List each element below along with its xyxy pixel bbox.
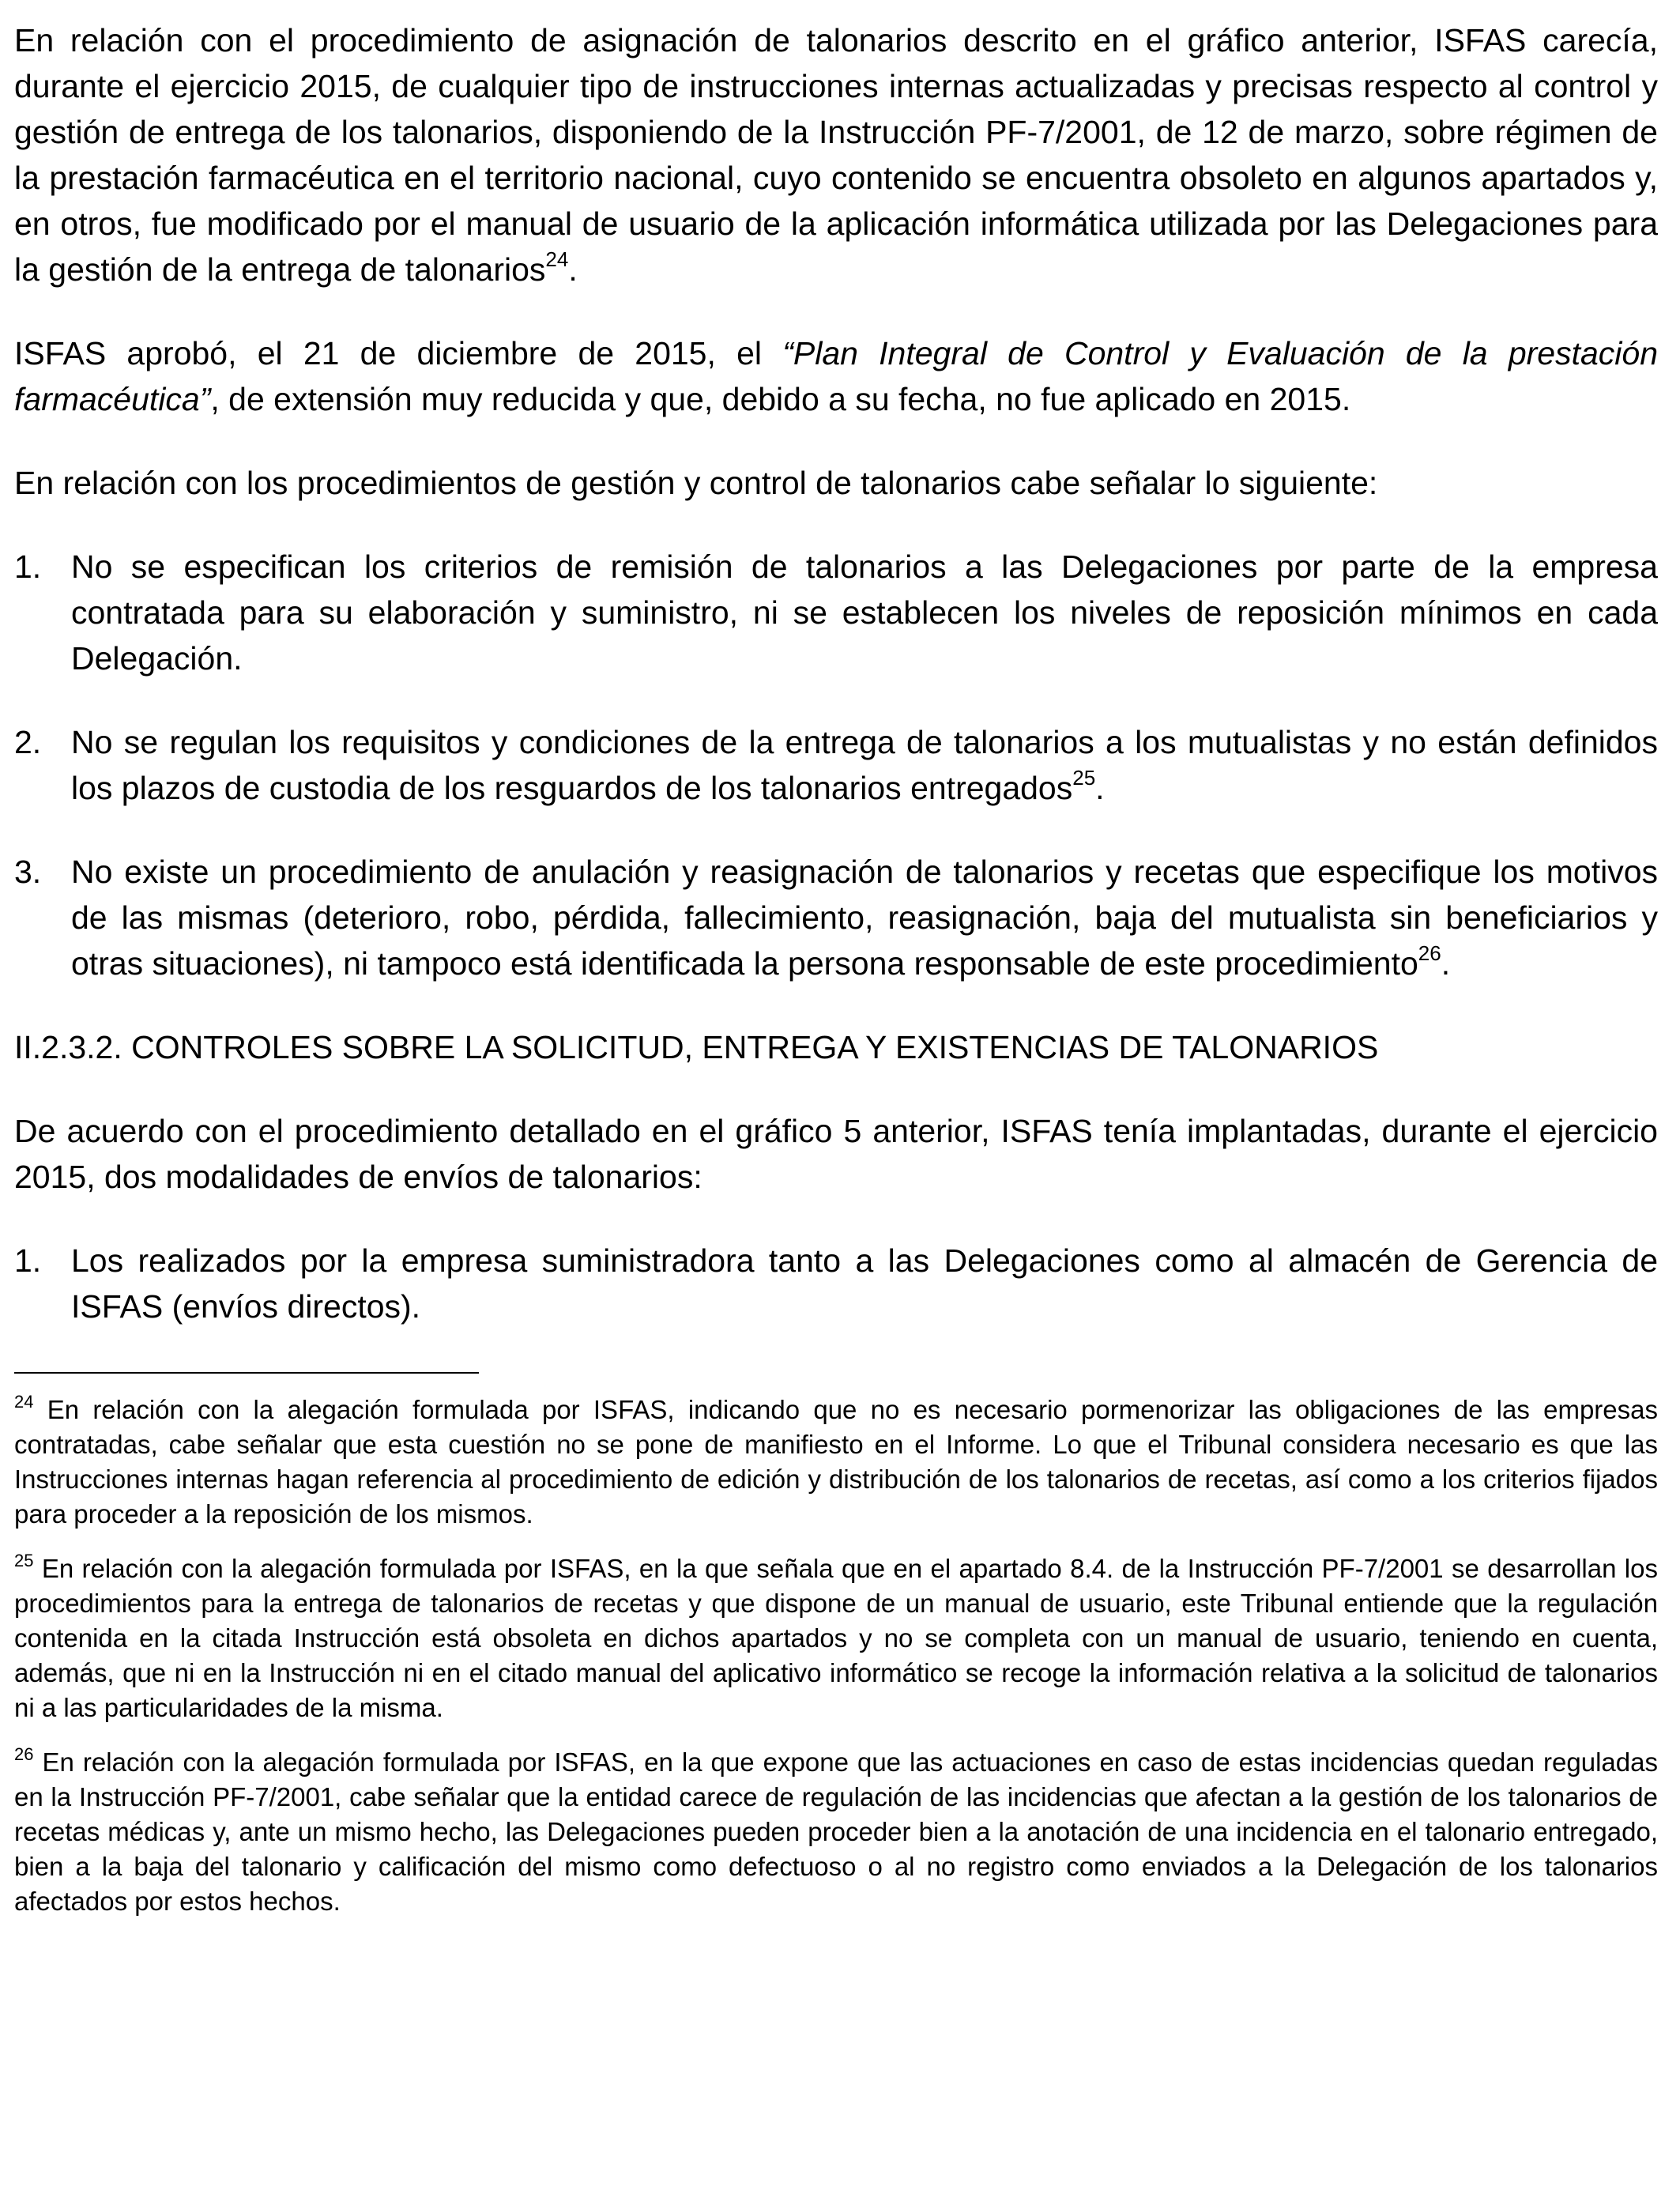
list-number: 1. [14, 1242, 42, 1279]
list-number: 2. [14, 724, 42, 760]
footnote-separator [14, 1372, 479, 1374]
list-item-text: No se especifican los criterios de remisión de talonarios a las Delegaciones por parte de la empresa contratada para su elaboración y suministro, ni se establecen los niveles de reposición mínimos en cada Delegación. [71, 548, 1658, 677]
list-item-text: Los realizados por la empresa suministradora tanto a las Delegaciones como al almacén de Gerencia de ISFAS (envíos directos). [71, 1242, 1658, 1325]
list-item [14, 1238, 1658, 1329]
paragraph-1: En relación con el procedimiento de asignación de talonarios descrito en el gráfico anterior, ISFAS carecía, durante el ejercicio 2015, de cualquier tipo de instrucciones internas actualizadas y precisas respecto al control y gestión de entrega de los talonarios, disponiendo de la Instrucción PF-7/2001, de 12 de marzo, sobre régimen de la prestación farmacéutica en el territorio nacional, cuyo contenido se encuentra obsoleto en algunos apartados y, en otros, fue modificado por el manual de usuario de la aplicación informática utilizada por las Delegaciones para la gestión de la entrega de talonarios$^{24}$. [14, 22, 1658, 288]
footnote-text: En relación con la alegación formulada por ISFAS, en la que señala que en el apartado 8.4. de la Instrucción PF-7/2001 se desarrollan los procedimientos para la entrega de talonarios de recetas y que dispone de un manual de usuario, este Tribunal entiende que la regulación contenida en la citada Instrucción está obsoleta en dichos apartados y no se completa con un manual de usuario, teniendo en cuenta, además, que ni en la Instrucción ni en el citado manual del aplicativo informático se recoge la información relativa a la solicitud de talonarios ni a las particularidades de la misma. [14, 1554, 1658, 1722]
footnote-ref-24[interactable]: 24 [545, 247, 569, 271]
footnote-number: 25 [14, 1551, 34, 1570]
document-page [14, 17, 1658, 1939]
footnote-24 [14, 1393, 1658, 1532]
list-item: 3. No existe un procedimiento de anulación y reasignación de talonarios y recetas que especifique los motivos de las mismas (deterioro, robo, pérdida, fallecimiento, reasignación, baja del mutualista sin beneficiarios y otras situaciones), ni tampoco está identificada la persona responsable de este procedimiento$^{26}$. [14, 849, 1658, 986]
plan-title: “Plan Integral de Control y Evaluación de la prestación farmacéutica” [14, 335, 1658, 417]
footnote-25 [14, 1551, 1658, 1725]
list-item-text: No se regulan los requisitos y condiciones de la entrega de talonarios a los mutualistas y no están definidos los plazos de custodia de los resguardos de los talonarios entregados [71, 724, 1658, 806]
list-number: 1. [14, 548, 42, 585]
paragraph-3: En relación con los procedimientos de gestión y control de talonarios cabe señalar lo siguiente: [14, 465, 1378, 501]
paragraph-4: De acuerdo con el procedimiento detallado en el gráfico 5 anterior, ISFAS tenía implantadas, durante el ejercicio 2015, dos modalidades de envíos de talonarios: [14, 1113, 1658, 1195]
footnotes [14, 1393, 1658, 1919]
footnote-text: En relación con la alegación formulada por ISFAS, indicando que no es necesario pormenorizar las obligaciones de las empresas contratadas, cabe señalar que esta cuestión no se pone de manifiesto en el Informe. Lo que el Tribunal considera necesario es que las Instrucciones internas hagan referencia al procedimiento de edición y distribución de los talonarios de recetas, así como a los criterios fijados para proceder a la reposición de los mismos. [14, 1395, 1658, 1529]
paragraph-1-text: En relación con el procedimiento de asignación de talonarios descrito en el gráfico anterior, ISFAS carecía, durante el ejercicio 2015, de cualquier tipo de instrucciones internas actualizadas y precisas respecto al control y gestión de entrega de los talonarios, disponiendo de la Instrucción PF-7/2001, de 12 de marzo, sobre régimen de la prestación farmacéutica en el territorio nacional, cuyo contenido se encuentra obsoleto en algunos apartados y, en otros, fue modificado por el manual de usuario de la aplicación informática utilizada por las Delegaciones para la gestión de la entrega de talonarios [14, 22, 1658, 288]
footnote-ref-26[interactable]: 26 [1418, 941, 1441, 965]
footnote-text: En relación con la alegación formulada por ISFAS, en la que expone que las actuaciones en caso de estas incidencias quedan reguladas en la Instrucción PF-7/2001, cabe señalar que la entidad carece de regulación de las incidencias que afectan a la gestión de los talonarios de recetas médicas y, ante un mismo hecho, las Delegaciones pueden proceder bien a la anotación de una incidencia en el talonario entregado, bien a la baja del talonario y calificación del mismo como defectuoso o al no registro como enviados a la Delegación de los talonarios afectados por estos hechos. [14, 1747, 1658, 1916]
main-text [14, 17, 1658, 1329]
paragraph-2: ISFAS aprobó, el 21 de diciembre de 2015, el “Plan Integral de Control y Evaluación de la prestación farmacéutica”, de extensión muy reducida y que, debido a su fecha, no fue aplicado en 2015. [14, 335, 1658, 417]
footnote-number: 24 [14, 1392, 34, 1412]
footnote-ref-25[interactable]: 25 [1072, 766, 1096, 790]
list-item: 2. No se regulan los requisitos y condiciones de la entrega de talonarios a los mutualistas y no están definidos los plazos de custodia de los resguardos de los talonarios entregados$^{25}$. [14, 719, 1658, 811]
footnote-26 [14, 1745, 1658, 1919]
section-heading: II.2.3.2. CONTROLES SOBRE LA SOLICITUD, ENTREGA Y EXISTENCIAS DE TALONARIOS [14, 1029, 1379, 1065]
list-number: 3. [14, 854, 42, 890]
footnote-number: 26 [14, 1744, 34, 1764]
list-item [14, 544, 1658, 681]
list-item-text: No existe un procedimiento de anulación y reasignación de talonarios y recetas que especifique los motivos de las mismas (deterioro, robo, pérdida, fallecimiento, reasignación, baja del mutualista sin beneficiarios y otras situaciones), ni tampoco está identificada la persona responsable de este procedimiento [71, 854, 1658, 982]
